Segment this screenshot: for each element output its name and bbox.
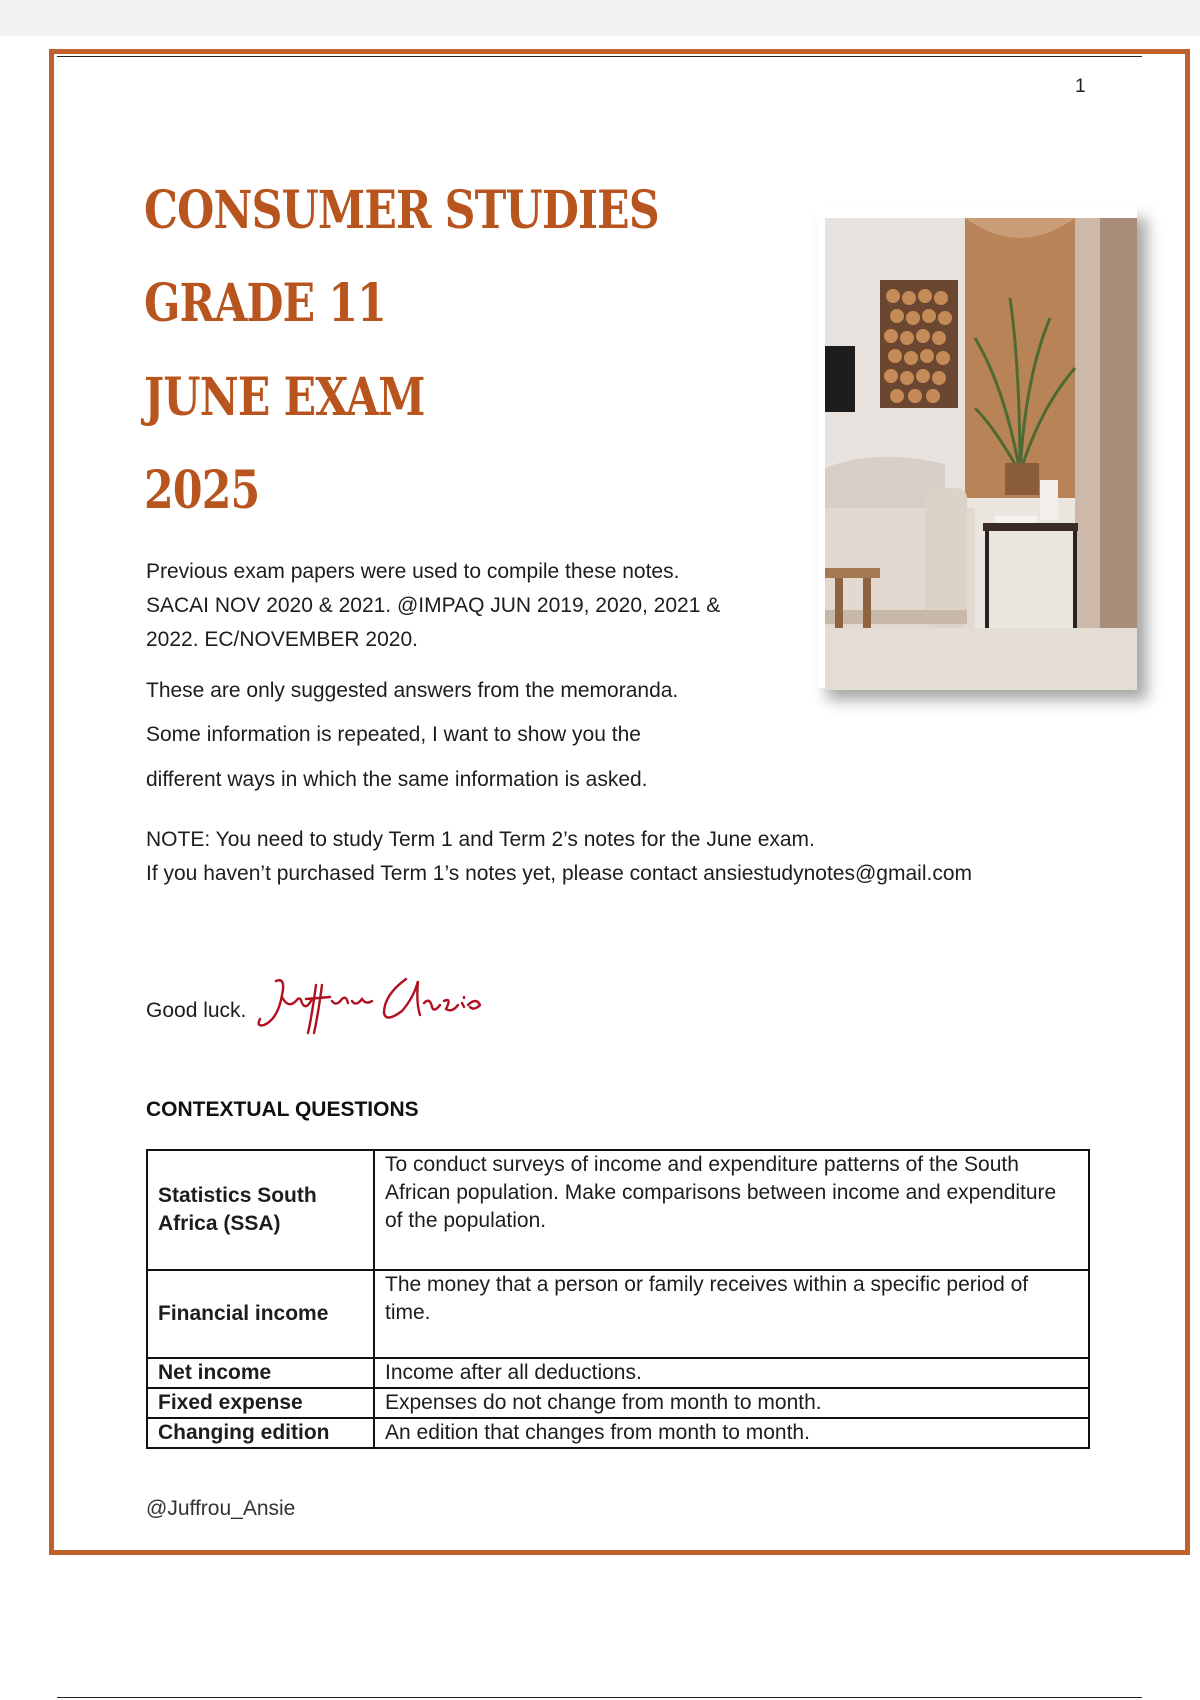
interior-photo [817, 206, 1137, 688]
definition-cell: To conduct surveys of income and expenditure patterns of the South African population. Make comparisons between income and expenditure of the population. [374, 1150, 1089, 1270]
term-cell: Financial income [147, 1270, 374, 1358]
table-row [147, 1358, 1089, 1388]
sign-off [146, 975, 546, 1035]
suggested-line-1: These are only suggested answers from the memoranda. [146, 679, 679, 702]
table-row [147, 1388, 1089, 1418]
title-line-4: 2025 [144, 460, 260, 521]
bottom-rule [57, 1697, 1142, 1698]
footer-social-handle: @Juffrou_Ansie [146, 1497, 296, 1520]
table-row [147, 1418, 1089, 1448]
living-room-illustration [825, 218, 1137, 690]
title-line-2: GRADE 11 [144, 273, 387, 334]
intro-line-3: 2022. EC/NOVEMBER 2020. [146, 628, 418, 651]
suggested-line-2: Some information is repeated, I want to show you the [146, 723, 641, 746]
note-line-2: If you haven’t purchased Term 1’s notes yet, please contact ansiestudynotes@gmail.com [146, 862, 972, 885]
definition-cell: The money that a person or family receives within a specific period of time. [374, 1270, 1089, 1358]
suggested-line-3: different ways in which the same information is asked. [146, 768, 648, 791]
definitions-table [146, 1149, 1090, 1449]
intro-line-1: Previous exam papers were used to compile these notes. [146, 560, 680, 583]
handwritten-signature [256, 975, 486, 1035]
section-heading: CONTEXTUAL QUESTIONS [146, 1098, 419, 1121]
table-row [147, 1270, 1089, 1358]
title-line-3: JUNE EXAM [144, 367, 425, 428]
term-cell: Statistics South Africa (SSA) [147, 1150, 374, 1270]
definition-cell: Expenses do not change from month to month. [374, 1388, 1089, 1418]
term-cell: Net income [147, 1358, 374, 1388]
term-cell: Fixed expense [147, 1388, 374, 1418]
term-cell: Changing edition [147, 1418, 374, 1448]
table-row [147, 1150, 1089, 1270]
definition-cell: Income after all deductions. [374, 1358, 1089, 1388]
definition-cell: An edition that changes from month to month. [374, 1418, 1089, 1448]
good-luck-text: Good luck. [146, 999, 247, 1022]
intro-line-2: SACAI NOV 2020 & 2021. @IMPAQ JUN 2019, 2020, 2021 & [146, 594, 721, 617]
page-number: 1 [1075, 76, 1086, 97]
note-line-1: NOTE: You need to study Term 1 and Term 2’s notes for the June exam. [146, 828, 815, 851]
title-line-1: CONSUMER STUDIES [144, 180, 659, 241]
